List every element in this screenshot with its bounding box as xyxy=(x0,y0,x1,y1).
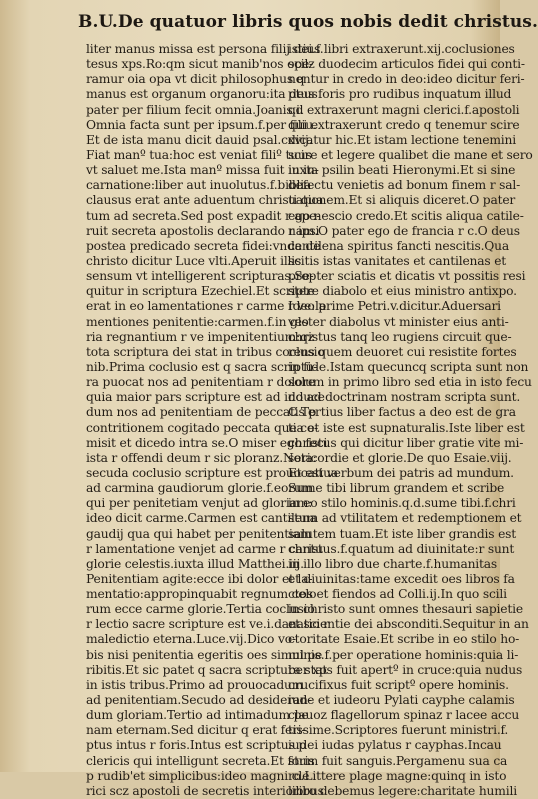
text-line: nentur in credo in deo:ideo dicitur feri- xyxy=(288,72,525,87)
left-text-column xyxy=(86,42,338,799)
text-line: ista r offendi deum r sic ploranz.Nota: xyxy=(86,450,317,465)
text-line: cantilena spiritus fancti nescitis.Qua xyxy=(288,238,510,253)
page-header: B.U.De quatuor libris quos nobis dedit christus. xyxy=(78,12,538,32)
text-line: christo dicitur Luce vlti.Aperuit illis xyxy=(86,253,302,268)
text-line: do ad doctrinam nostram scripta sunt. xyxy=(288,390,521,405)
text-line: r lamentatione venjet ad carme r cantu xyxy=(86,541,323,556)
text-line: nam.O pater ego de francia r c.O deus xyxy=(288,223,520,238)
text-line: tota scriptura dei stat in tribus coclusio xyxy=(86,344,325,359)
text-line: sensum vt intelligerent scripturas.Se- xyxy=(86,269,314,284)
text-line: ruit secreta apostolis declarando r ipsi xyxy=(86,223,320,238)
text-line: ad penitentiam.Secudo ad desideran- xyxy=(86,693,312,708)
text-line: libro debemus legere:charitate humili xyxy=(288,783,517,798)
text-line: qd extraxerunt magni clerici.f.apostoli xyxy=(288,102,520,117)
text-line: pater per filium fecit omnia.Joanis.i. xyxy=(86,102,304,117)
text-line: rici scz apostoli de secretis interioribus xyxy=(86,783,324,798)
right-text-column xyxy=(288,42,533,799)
text-line: ctoritate Esaie.Et scribe in eo stilo ho- xyxy=(288,632,520,647)
text-line: Et de ista manu dicit dauid psal.cxvij. xyxy=(86,132,313,147)
text-line: crucifixus fuit scriptº opere hominis. xyxy=(288,677,509,692)
text-line: in christo sunt omnes thesauri sapietie xyxy=(288,602,523,617)
text-line: iude et iudeoru Pylati cayphe calamis xyxy=(288,693,515,708)
text-line: ptus foris pro rudibus inquatum illud xyxy=(288,87,512,102)
text-line: vester diabolus vt minister eius anti- xyxy=(288,314,509,329)
text-line: dum nos ad penitentiam de peccatis p xyxy=(86,405,317,420)
text-line: gaudij qua qui habet per penitentiam xyxy=(86,526,312,541)
text-line: ra puocat nos ad penitentiam r dolore xyxy=(86,375,316,390)
text-line: tissime.Scriptores fuerunt ministri.f. xyxy=(288,723,509,738)
text-line: Penitentiam agite:ecce ibi dolor et la- xyxy=(86,571,313,586)
text-line: scilz duodecim articulos fidei qui conti- xyxy=(288,57,525,72)
text-line: p rudib'et simplicibus:ideo magni cle xyxy=(86,768,310,783)
text-line: erat in eo lamentationes r carme r ve:la xyxy=(86,299,326,314)
text-line: in illo libro due charte.f.humanitas xyxy=(288,556,498,571)
text-line: in fide.Istam quecuncq scripta sunt non xyxy=(288,359,529,374)
text-line: clauoz flagellorum spinaz r lacee accu xyxy=(288,708,520,723)
text-line: clericis qui intelligunt secreta.Et foris xyxy=(86,753,315,768)
text-line: glorie celestis.iuxta illud Matthei.iij. xyxy=(86,556,304,571)
text-line: Ideo prime Petri.v.dicitur.Aduersari xyxy=(288,299,501,314)
text-line: defectu venietis ad bonum finem r sal- xyxy=(288,178,521,193)
text-line: C Tertius liber factus a deo est de gra xyxy=(288,405,516,420)
text-line: iudei iudas pylatus r cayphas.Incau xyxy=(288,738,502,753)
text-line: quitur in scriptura Ezechiel.Et scripte xyxy=(86,284,315,299)
text-line: bis nisi penitentia egeritis oes simul pe xyxy=(86,647,323,662)
text-line: dicatur hic.Et istam lectione tenemini xyxy=(288,132,516,147)
text-line: minis.f.per operatione hominis:quia li- xyxy=(288,647,519,662)
text-line: misit et dicedo intra se.O miser ego feci xyxy=(86,435,328,450)
text-line: mentatio:appropinquabit regnum celo xyxy=(86,587,317,602)
text-line: dum gloriam.Tertio ad intimadum pe xyxy=(86,708,309,723)
text-line: Omnia facta sunt per ipsum.f.per filiu. xyxy=(86,117,317,132)
text-line: in eo stilo hominis.q.d.sume tibi.f.chri xyxy=(288,496,516,511)
text-line: nam eternam.Sed dicitur q erat feri- xyxy=(86,723,306,738)
text-line: propter sciatis et dicatis vt possitis resi xyxy=(288,269,526,284)
text-line: iuxta psilin beati Hieronymi.Et si sine xyxy=(288,163,516,178)
text-line: tesus xps.Ro:qm sicut manib'nos ope- xyxy=(86,57,313,72)
text-line: et scientie dei absconditi.Sequitur in an xyxy=(288,617,529,632)
text-line: secuda coclusio scripture est prouocatiua xyxy=(86,465,338,480)
text-line: postea predicado secreta fidei:vnde de xyxy=(86,238,321,253)
text-line: liter manus missa est persona filij dei.f. xyxy=(86,42,324,56)
text-line: ribitis.Et sic patet q sacra scriptura stat xyxy=(86,662,328,677)
text-line: qui per penitetiam venjut ad gloriam: xyxy=(86,496,313,511)
text-line: rum ecce carme glorie.Tertia coclusio xyxy=(86,602,315,617)
text-line: ctos et fiendos ad Colli.ij.In quo scili xyxy=(288,587,507,602)
text-line: ber xps fuit apertº in cruce:quia nudus xyxy=(288,662,523,677)
text-line: carnatione:liber aut inuolutus.f.biblia xyxy=(86,178,312,193)
text-line: tia et iste est supnaturalis.Iste liber est xyxy=(288,420,525,435)
text-line: r lectio sacre scripture est ve.i.danatio r xyxy=(86,617,329,632)
text-line: christus tanq leo rugiens circuit que- xyxy=(288,329,512,344)
text-line: qui extraxerunt credo q tenemur scire xyxy=(288,117,520,132)
text-line: manus est organum organoru:ita deus xyxy=(86,87,318,102)
text-line: salutem tuam.Et iste liber grandis est xyxy=(288,526,516,541)
text-line: clausus erat ante aduentum christi qua xyxy=(86,193,324,208)
text-line: Fiat manº tua:hoc est veniat filiº tuus xyxy=(86,147,312,162)
text-line: ro.Littere plage magne:quinq in isto xyxy=(288,768,507,783)
text-line: christus.f.quatum ad diuinitate:r sunt xyxy=(288,541,515,556)
text-line: rens quem deuoret cui resistite fortes xyxy=(288,344,517,359)
text-line: istius libri extraxerunt.xij.coclusiones xyxy=(288,42,515,56)
text-line: scire et legere qualibet die mane et sero xyxy=(288,147,533,162)
text-line: ego nescio credo.Et scitis aliqua catile- xyxy=(288,208,524,223)
text-line: ideo dicit carme.Carmen est cantilena xyxy=(86,511,317,526)
text-line: ria regnantium r ve impenitentium:qz xyxy=(86,329,315,344)
text-line: sericordie et glorie.De quo Esaie.viij. xyxy=(288,450,512,465)
text-line: tum ad secreta.Sed post expadit r ape- xyxy=(86,208,321,223)
text-line: nib.Prima coclusio est q sacra scriptu- xyxy=(86,359,318,374)
text-line: vt saluet me.Ista manº missa fuit in in- xyxy=(86,163,319,178)
text-line: stum fuit sanguis.Pergamenu sua ca xyxy=(288,753,508,768)
text-line: mentiones penitentie:carmen.f.in glo xyxy=(86,314,309,329)
text-line: maledictio eterna.Luce.vij.Dico vo- xyxy=(86,632,296,647)
text-line: quia maior pars scripture est ad induce xyxy=(86,390,325,405)
text-line: et diuinitas:tame excedit oes libros fa xyxy=(288,571,515,586)
text-line: ad carmina gaudiorum glorie.f.eorum xyxy=(86,481,314,496)
text-line: stum ad vtilitatem et redemptionem et xyxy=(288,511,522,526)
text-line: ramur oia opa vt dicit philosophus q xyxy=(86,72,305,87)
text-line: contritionem cogitado peccata que co- xyxy=(86,420,319,435)
text-line: uationem.Et si aliquis diceret.O pater xyxy=(288,193,516,208)
text-line: Et est verbum dei patris ad mundum. xyxy=(288,465,514,480)
text-line: in istis tribus.Primo ad prouocadum xyxy=(86,677,304,692)
text-line: scitis istas vanitates et cantilenas et xyxy=(288,253,507,268)
text-line: stere diabolo et eius ministro antixpo. xyxy=(288,284,517,299)
text-line: Sume tibi librum grandem et scribe xyxy=(288,481,505,496)
text-line: solum in primo libro sed etia in isto fecu xyxy=(288,375,532,390)
text-line: christus qui dicitur liber gratie vite mi- xyxy=(288,435,524,450)
text-line: ptus intus r foris.Intus est scriptus p xyxy=(86,738,306,753)
